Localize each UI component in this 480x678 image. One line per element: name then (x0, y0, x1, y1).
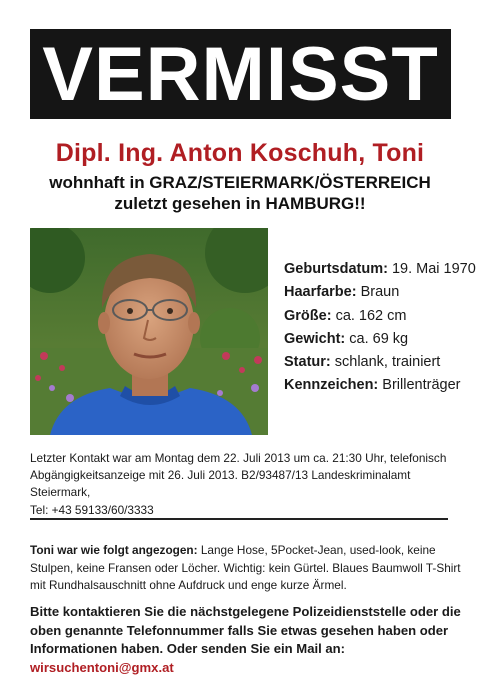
clothing-description (30, 542, 470, 595)
appeal-text (30, 603, 470, 677)
detail-identifying-mark: Kennzeichen: Brillenträger (284, 377, 461, 394)
appeal-line: Informationen haben. Oder senden Sie ein Mail an: (30, 641, 346, 657)
clothing-text: Stulpen, keine Fransen oder Löcher. Wichtig: kein Gürtel. Blaues Baumwoll T-Shirt (30, 560, 461, 575)
detail-build: Statur: schlank, trainiert (284, 354, 441, 371)
residence-line: wohnhaft in GRAZ/STEIERMARK/ÖSTERREICH (49, 173, 431, 192)
appeal-line: oben genannte Telefonnummer falls Sie etwas gesehen haben oder (30, 622, 449, 638)
clothing-text: mit Rundhalsauschnitt ohne Aufdruck und enge kurze Ärmel. (30, 578, 347, 592)
last-seen-line: zuletzt gesehen in HAMBURG!! (114, 194, 366, 213)
contact-line: Abgängigkeitsanzeige mit 26. Juli 2013. B2/93487/13 Landeskriminalamt Steiermark, (30, 468, 411, 500)
detail-weight: Gewicht: ca. 69 kg (284, 330, 409, 347)
appeal-line: Bitte kontaktieren Sie die nächstgelegene Polizeidienststelle oder die (30, 604, 461, 619)
clothing-text: Lange Hose, 5Pocket-Jean, used-look, keine (197, 543, 436, 557)
headline-banner (30, 29, 451, 119)
contact-line: Tel: +43 59133/60/3333 (30, 502, 154, 517)
email-address: wirsuchentoni@gmx.at (30, 659, 174, 675)
person-photo (30, 228, 268, 435)
missing-person-name: Dipl. Ing. Anton Koschuh, Toni (55, 139, 425, 167)
detail-height: Größe: ca. 162 cm (284, 307, 407, 324)
contact-info (30, 450, 470, 519)
headline-text: VERMISST (42, 31, 439, 117)
contact-line: Letzter Kontakt war am Montag dem 22. Juli 2013 um ca. 21:30 Uhr, telefonisch (30, 451, 447, 465)
details-list (284, 258, 474, 398)
detail-hair-color: Haarfarbe: Braun (284, 284, 400, 301)
clothing-label: Toni war wie folgt angezogen: (30, 543, 198, 557)
detail-birthdate: Geburtsdatum: 19. Mai 1970 (284, 261, 476, 277)
divider (30, 518, 448, 520)
